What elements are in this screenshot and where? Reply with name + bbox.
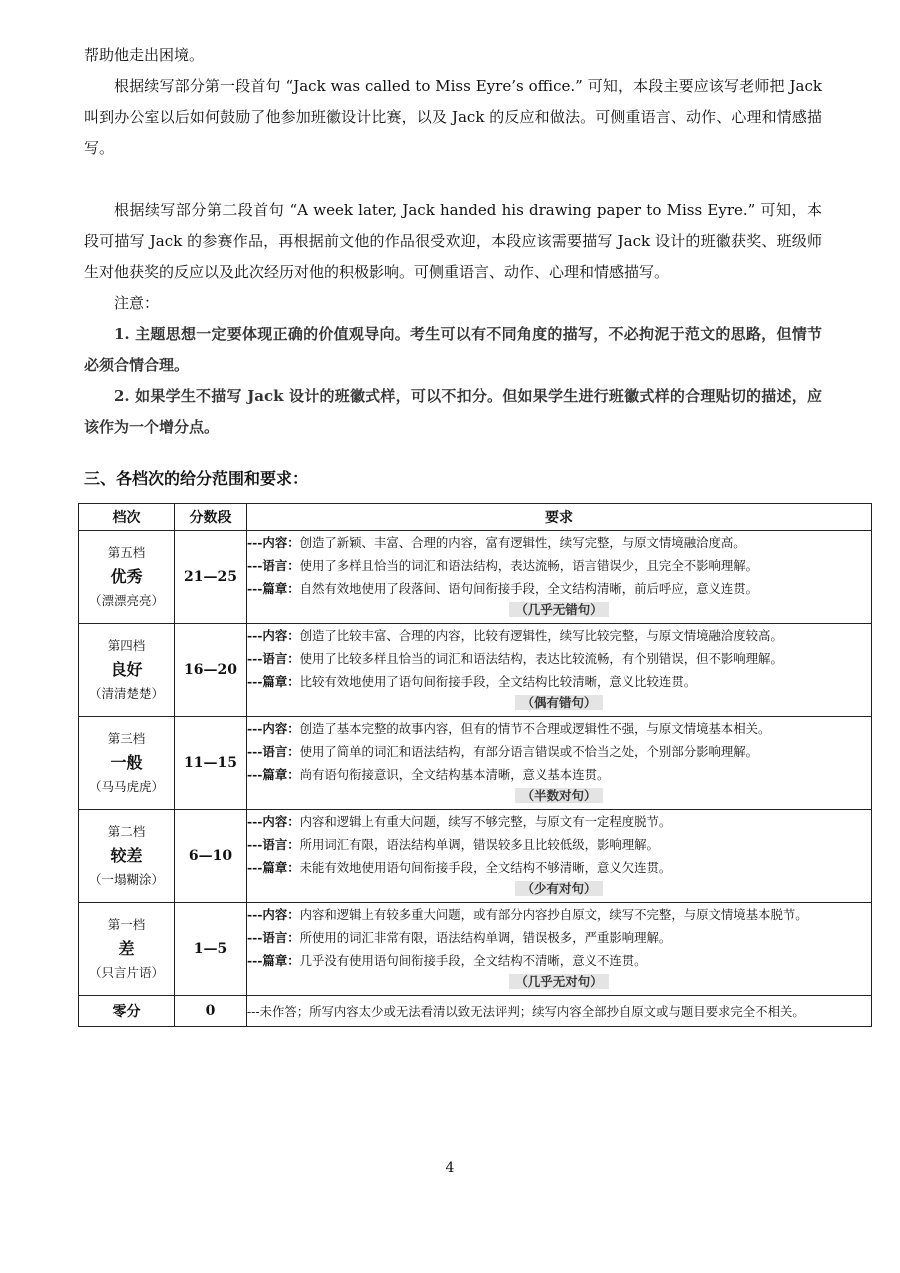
score-range: 16—20 (175, 624, 247, 717)
structure-requirement: ---篇章：未能有效地使用语句间衔接手段，全文结构不够清晰，意义欠连贯。 (247, 860, 672, 875)
level-name: 第二档 (107, 824, 146, 839)
structure-requirement: ---篇章：几乎没有使用语句间衔接手段，全文结构不清晰，意义不连贯。 (247, 953, 647, 968)
table-header-row (79, 504, 872, 531)
content-requirement: ---内容：创造了新颖、丰富、合理的内容，富有逻辑性，续写完整，与原文情境融洽度高。 (247, 535, 746, 550)
structure-requirement: ---篇章：自然有效地使用了段落间、语句间衔接手段，全文结构清晰，前后呼应，意义连贯。 (247, 581, 759, 596)
score-range: 21—25 (175, 531, 247, 624)
level-description: （漂漂亮亮） (88, 593, 164, 608)
requirement-summary: （少有对句） (247, 880, 871, 898)
language-requirement: ---语言：使用了多样且恰当的词汇和语法结构，表达流畅，语言错误少，且完全不影响理解。 (247, 558, 759, 573)
level-cell (79, 717, 175, 810)
header-requirement: 要求 (247, 504, 872, 531)
table-row (79, 624, 872, 717)
content-requirement: ---内容：内容和逻辑上有重大问题，续写不够完整，与原文有一定程度脱节。 (247, 814, 672, 829)
level-name: 第三档 (107, 731, 146, 746)
note-label: 注意： (114, 294, 160, 312)
structure-requirement: ---篇章：尚有语句衔接意识，全文结构基本清晰，意义基本连贯。 (247, 767, 610, 782)
requirement-summary: （偶有错句） (247, 694, 871, 712)
level-grade: 差 (118, 939, 135, 958)
level-cell (79, 624, 175, 717)
level-description: （马马虎虎） (88, 779, 164, 794)
level-name: 第四档 (107, 638, 146, 653)
header-score: 分数段 (175, 504, 247, 531)
level-description: （一塌糊涂） (88, 872, 164, 887)
content-requirement: ---内容：创造了基本完整的故事内容，但有的情节不合理或逻辑性不强，与原文情境基本相关。 (247, 721, 771, 736)
language-requirement: ---语言：所使用的词汇非常有限，语法结构单调，错误极多，严重影响理解。 (247, 930, 672, 945)
language-requirement: ---语言：使用了比较多样且恰当的词汇和语法结构，表达比较流畅，有个别错误，但不影响理解。 (247, 651, 783, 666)
level-description: （只言片语） (88, 965, 164, 980)
zero-requirement: ---未作答；所写内容太少或无法看清以致无法评判；续写内容全部抄自原文或与题目要求完全不相关。 (247, 996, 872, 1027)
level-cell (79, 903, 175, 996)
level-name: 第一档 (107, 917, 146, 932)
intro-paragraph-2: 根据续写部分第二段首句 “A week later, Jack handed his drawing paper to Miss Eyre.” 可知，本段可描写 Jack 的参赛作品，再根据前文他的作品很受欢迎，本段应该需要描写 Jack 设计的班徽获奖、班级师生对他获奖的反应以及此次经历对他的积极影响。可侧重语言、动作、心理和情感描写。 (84, 201, 822, 281)
content-requirement: ---内容：内容和逻辑上有较多重大问题，或有部分内容抄自原文，续写不完整，与原文情境基本脱节。 (247, 907, 808, 922)
page-number: 4 (445, 1160, 455, 1176)
level-cell (79, 810, 175, 903)
level-description: （清清楚楚） (88, 686, 164, 701)
table-row (79, 903, 872, 996)
requirement-cell (247, 717, 872, 810)
level-grade: 优秀 (110, 567, 143, 586)
score-range: 11—15 (175, 717, 247, 810)
level-cell (79, 531, 175, 624)
table-row (79, 810, 872, 903)
requirement-summary: （几乎无错句） (247, 601, 871, 619)
requirement-summary: （几乎无对句） (247, 973, 871, 991)
scoring-rubric-table (78, 503, 872, 1027)
language-requirement: ---语言：所用词汇有限，语法结构单调，错误较多且比较低级，影响理解。 (247, 837, 659, 852)
score-range: 6—10 (175, 810, 247, 903)
intro-paragraph-continuation: 帮助他走出困境。 (84, 46, 205, 64)
note-item-2: 2. 如果学生不描写 Jack 设计的班徽式样，可以不扣分。但如果学生进行班徽式样的合理贴切的描述，应该作为一个增分点。 (84, 387, 822, 436)
header-level: 档次 (79, 504, 175, 531)
level-grade: 较差 (110, 846, 143, 865)
note-item-1: 1. 主题思想一定要体现正确的价值观导向。考生可以有不同角度的描写，不必拘泥于范文的思路，但情节必须合情合理。 (84, 325, 822, 374)
requirement-cell (247, 810, 872, 903)
content-requirement: ---内容：创造了比较丰富、合理的内容，比较有逻辑性，续写比较完整，与原文情境融洽度较高。 (247, 628, 783, 643)
table-row (79, 717, 872, 810)
zero-grade: 零分 (79, 996, 175, 1027)
requirement-cell (247, 531, 872, 624)
requirement-cell (247, 624, 872, 717)
intro-paragraph-1: 根据续写部分第一段首句 “Jack was called to Miss Eyre’s office.” 可知，本段主要应该写老师把 Jack 叫到办公室以后如何鼓励了他参加班徽设计比赛，以及 Jack 的反应和做法。可侧重语言、动作、心理和情感描写。 (84, 77, 822, 157)
table-row (79, 531, 872, 624)
table-row-zero (79, 996, 872, 1027)
requirement-cell (247, 903, 872, 996)
level-grade: 一般 (110, 753, 143, 772)
language-requirement: ---语言：使用了简单的词汇和语法结构，有部分语言错误或不恰当之处，个别部分影响理解。 (247, 744, 759, 759)
section-title: 三、各档次的给分范围和要求： (84, 469, 309, 488)
score-range: 1—5 (175, 903, 247, 996)
requirement-summary: （半数对句） (247, 787, 871, 805)
zero-score: 0 (175, 996, 247, 1027)
level-grade: 良好 (110, 660, 143, 679)
structure-requirement: ---篇章：比较有效地使用了语句间衔接手段，全文结构比较清晰，意义比较连贯。 (247, 674, 697, 689)
level-name: 第五档 (107, 545, 146, 560)
